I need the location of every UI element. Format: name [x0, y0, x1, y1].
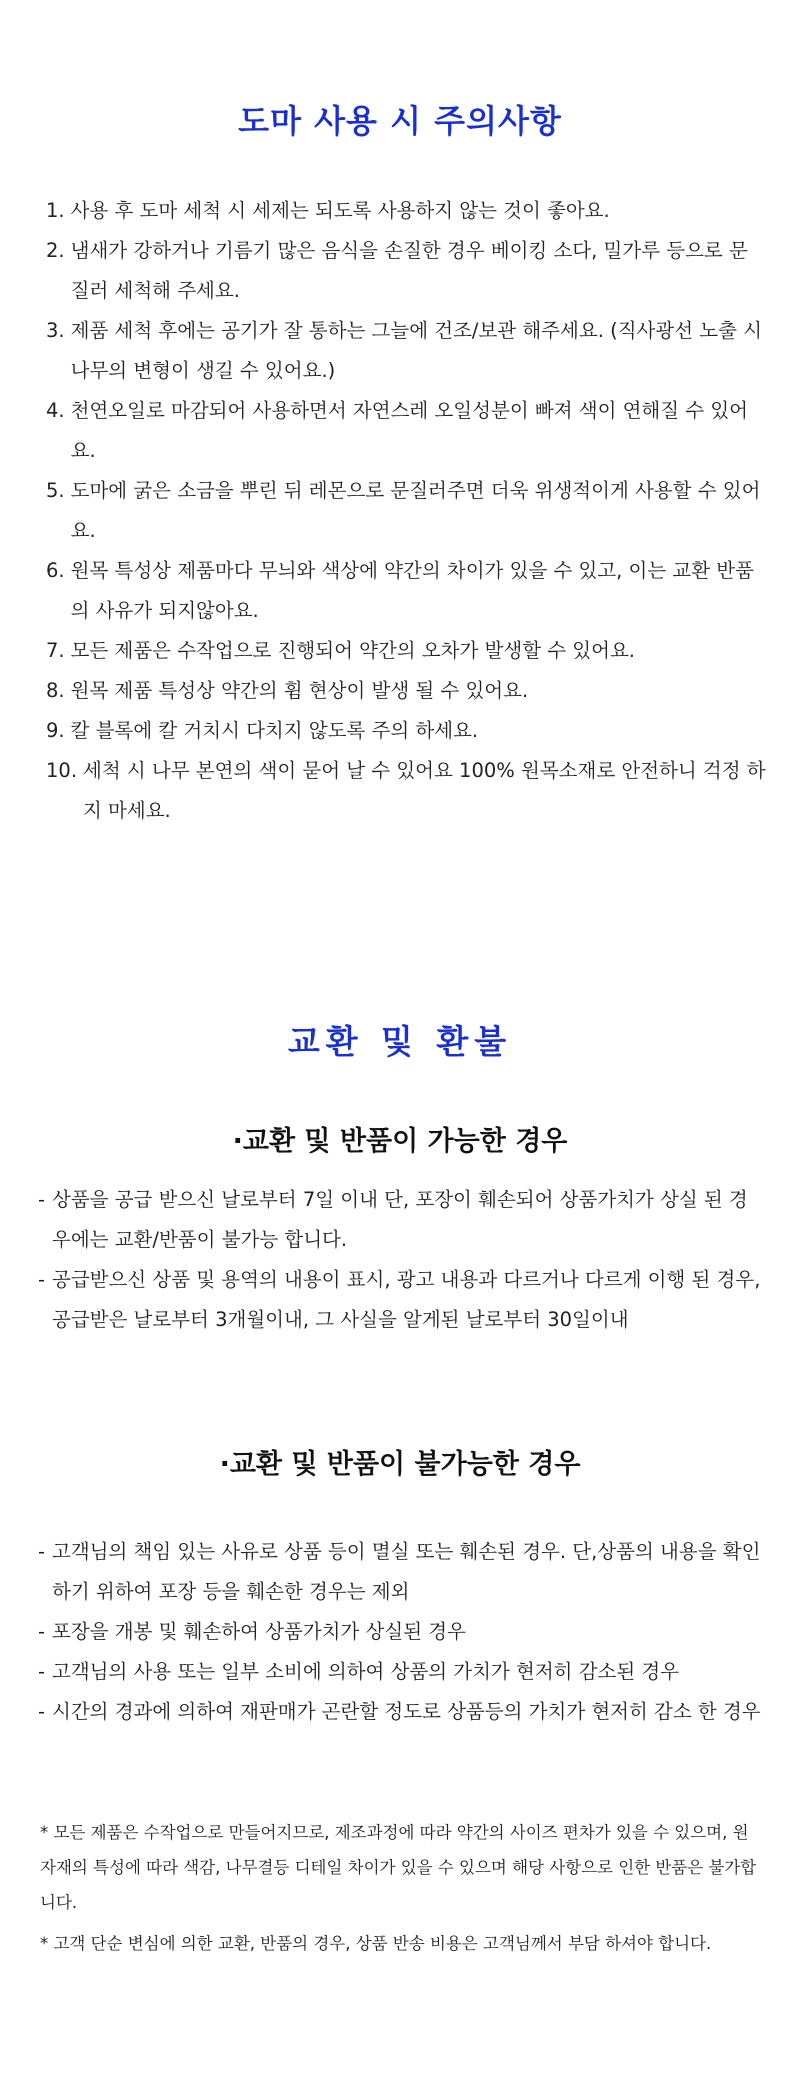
exchange-possible-list — [38, 1180, 762, 1340]
caution-item-number: 3. — [46, 319, 65, 342]
caution-item-number: 2. — [46, 239, 65, 262]
footnotes — [40, 1815, 764, 1967]
caution-item-text: 모든 제품은 수작업으로 진행되어 약간의 오차가 발생할 수 있어요. — [70, 639, 635, 662]
dash-bullet: - — [38, 1660, 46, 1683]
footnote: * 고객 단순 변심에 의한 교환, 반품의 경우, 상품 반송 비용은 고객님께서 부담 하셔야 합니다. — [40, 1934, 712, 1953]
footnote: * 모든 제품은 수작업으로 만들어지므로, 제조과정에 따라 약간의 사이즈 편차가 있을 수 있으며, 원자재의 특성에 따라 색감, 나무결등 디테일 차이가 있을 수 있으며 해당 사항으로 인한 반품은 불가합니다. — [40, 1823, 757, 1912]
caution-item-text: 세척 시 나무 본연의 색이 묻어 날 수 있어요 100% 원목소재로 안전하니 걱정 하지 마세요. — [83, 759, 766, 822]
caution-item-text: 사용 후 도마 세척 시 세제는 되도록 사용하지 않는 것이 좋아요. — [70, 199, 610, 222]
exchange-impossible-list — [38, 1532, 762, 1732]
dash-bullet: - — [38, 1188, 46, 1211]
caution-item-text: 제품 세척 후에는 공기가 잘 통하는 그늘에 건조/보관 해주세요. (직사광선 노출 시 나무의 변형이 생길 수 있어요.) — [70, 319, 762, 382]
caution-item — [46, 671, 766, 711]
caution-item — [46, 191, 766, 231]
list-item — [38, 1652, 762, 1692]
dash-bullet: - — [38, 1268, 46, 1291]
caution-item-number: 6. — [46, 559, 65, 582]
dash-bullet: - — [38, 1620, 46, 1643]
list-item-text: 상품을 공급 받으신 날로부터 7일 이내 단, 포장이 훼손되어 상품가치가 상실 된 경우에는 교환/반품이 불가능 합니다. — [52, 1188, 748, 1251]
list-item — [38, 1532, 762, 1612]
caution-item-text: 도마에 굵은 소금을 뿌린 뒤 레몬으로 문질러주면 더욱 위생적이게 사용할 수 있어요. — [70, 479, 761, 542]
caution-item-number: 7. — [46, 639, 65, 662]
list-item-text: 포장을 개봉 및 훼손하여 상품가치가 상실된 경우 — [52, 1620, 466, 1643]
list-item — [38, 1692, 762, 1732]
caution-item-number: 1. — [46, 199, 65, 222]
list-item-text: 공급받으신 상품 및 용역의 내용이 표시, 광고 내용과 다르거나 다르게 이행 된 경우, 공급받은 날로부터 3개월이내, 그 사실을 알게된 날로부터 30일이내 — [52, 1268, 761, 1331]
caution-item — [46, 231, 766, 311]
caution-item — [46, 751, 766, 831]
caution-item-number: 8. — [46, 679, 65, 702]
caution-list — [46, 191, 766, 831]
caution-item-text: 원목 제품 특성상 약간의 휨 현상이 발생 될 수 있어요. — [70, 679, 529, 702]
caution-item-text: 원목 특성상 제품마다 무늬와 색상에 약간의 차이가 있을 수 있고, 이는 교환 반품의 사유가 되지않아요. — [70, 559, 754, 622]
caution-item-number: 4. — [46, 399, 65, 422]
list-item — [38, 1612, 762, 1652]
caution-item-number: 10. — [46, 759, 78, 782]
caution-item — [46, 551, 766, 631]
caution-item-text: 냄새가 강하거나 기름기 많은 음식을 손질한 경우 베이킹 소다, 밀가루 등으로 문질러 세척해 주세요. — [70, 239, 748, 302]
caution-item-number: 5. — [46, 479, 65, 502]
caution-item — [46, 711, 766, 751]
caution-item — [46, 471, 766, 551]
list-item-text: 시간의 경과에 의하여 재판매가 곤란할 정도로 상품등의 가치가 현저히 감소 한 경우 — [52, 1700, 761, 1723]
caution-item — [46, 391, 766, 471]
caution-item-text: 칼 블록에 칼 거치시 다치지 않도록 주의 하세요. — [70, 719, 479, 742]
caution-item — [46, 631, 766, 671]
exchange-possible-title: ·교환 및 반품이 가능한 경우 — [232, 1126, 568, 1157]
list-item — [38, 1180, 762, 1260]
caution-item — [46, 311, 766, 391]
dash-bullet: - — [38, 1540, 46, 1563]
caution-item-number: 9. — [46, 719, 65, 742]
caution-section-title: 도마 사용 시 주의사항 — [238, 102, 562, 140]
exchange-impossible-title: ·교환 및 반품이 불가능한 경우 — [219, 1449, 581, 1480]
list-item-text: 고객님의 사용 또는 일부 소비에 의하여 상품의 가치가 현저히 감소된 경우 — [52, 1660, 680, 1683]
dash-bullet: - — [38, 1700, 46, 1723]
exchange-section-title: 교환 및 환불 — [287, 1022, 513, 1061]
caution-item-text: 천연오일로 마감되어 사용하면서 자연스레 오일성분이 빠져 색이 연해질 수 있어요. — [70, 399, 749, 462]
list-item-text: 고객님의 책임 있는 사유로 상품 등이 멸실 또는 훼손된 경우. 단,상품의 내용을 확인하기 위하여 포장 등을 훼손한 경우는 제외 — [52, 1540, 761, 1603]
list-item — [38, 1260, 762, 1340]
